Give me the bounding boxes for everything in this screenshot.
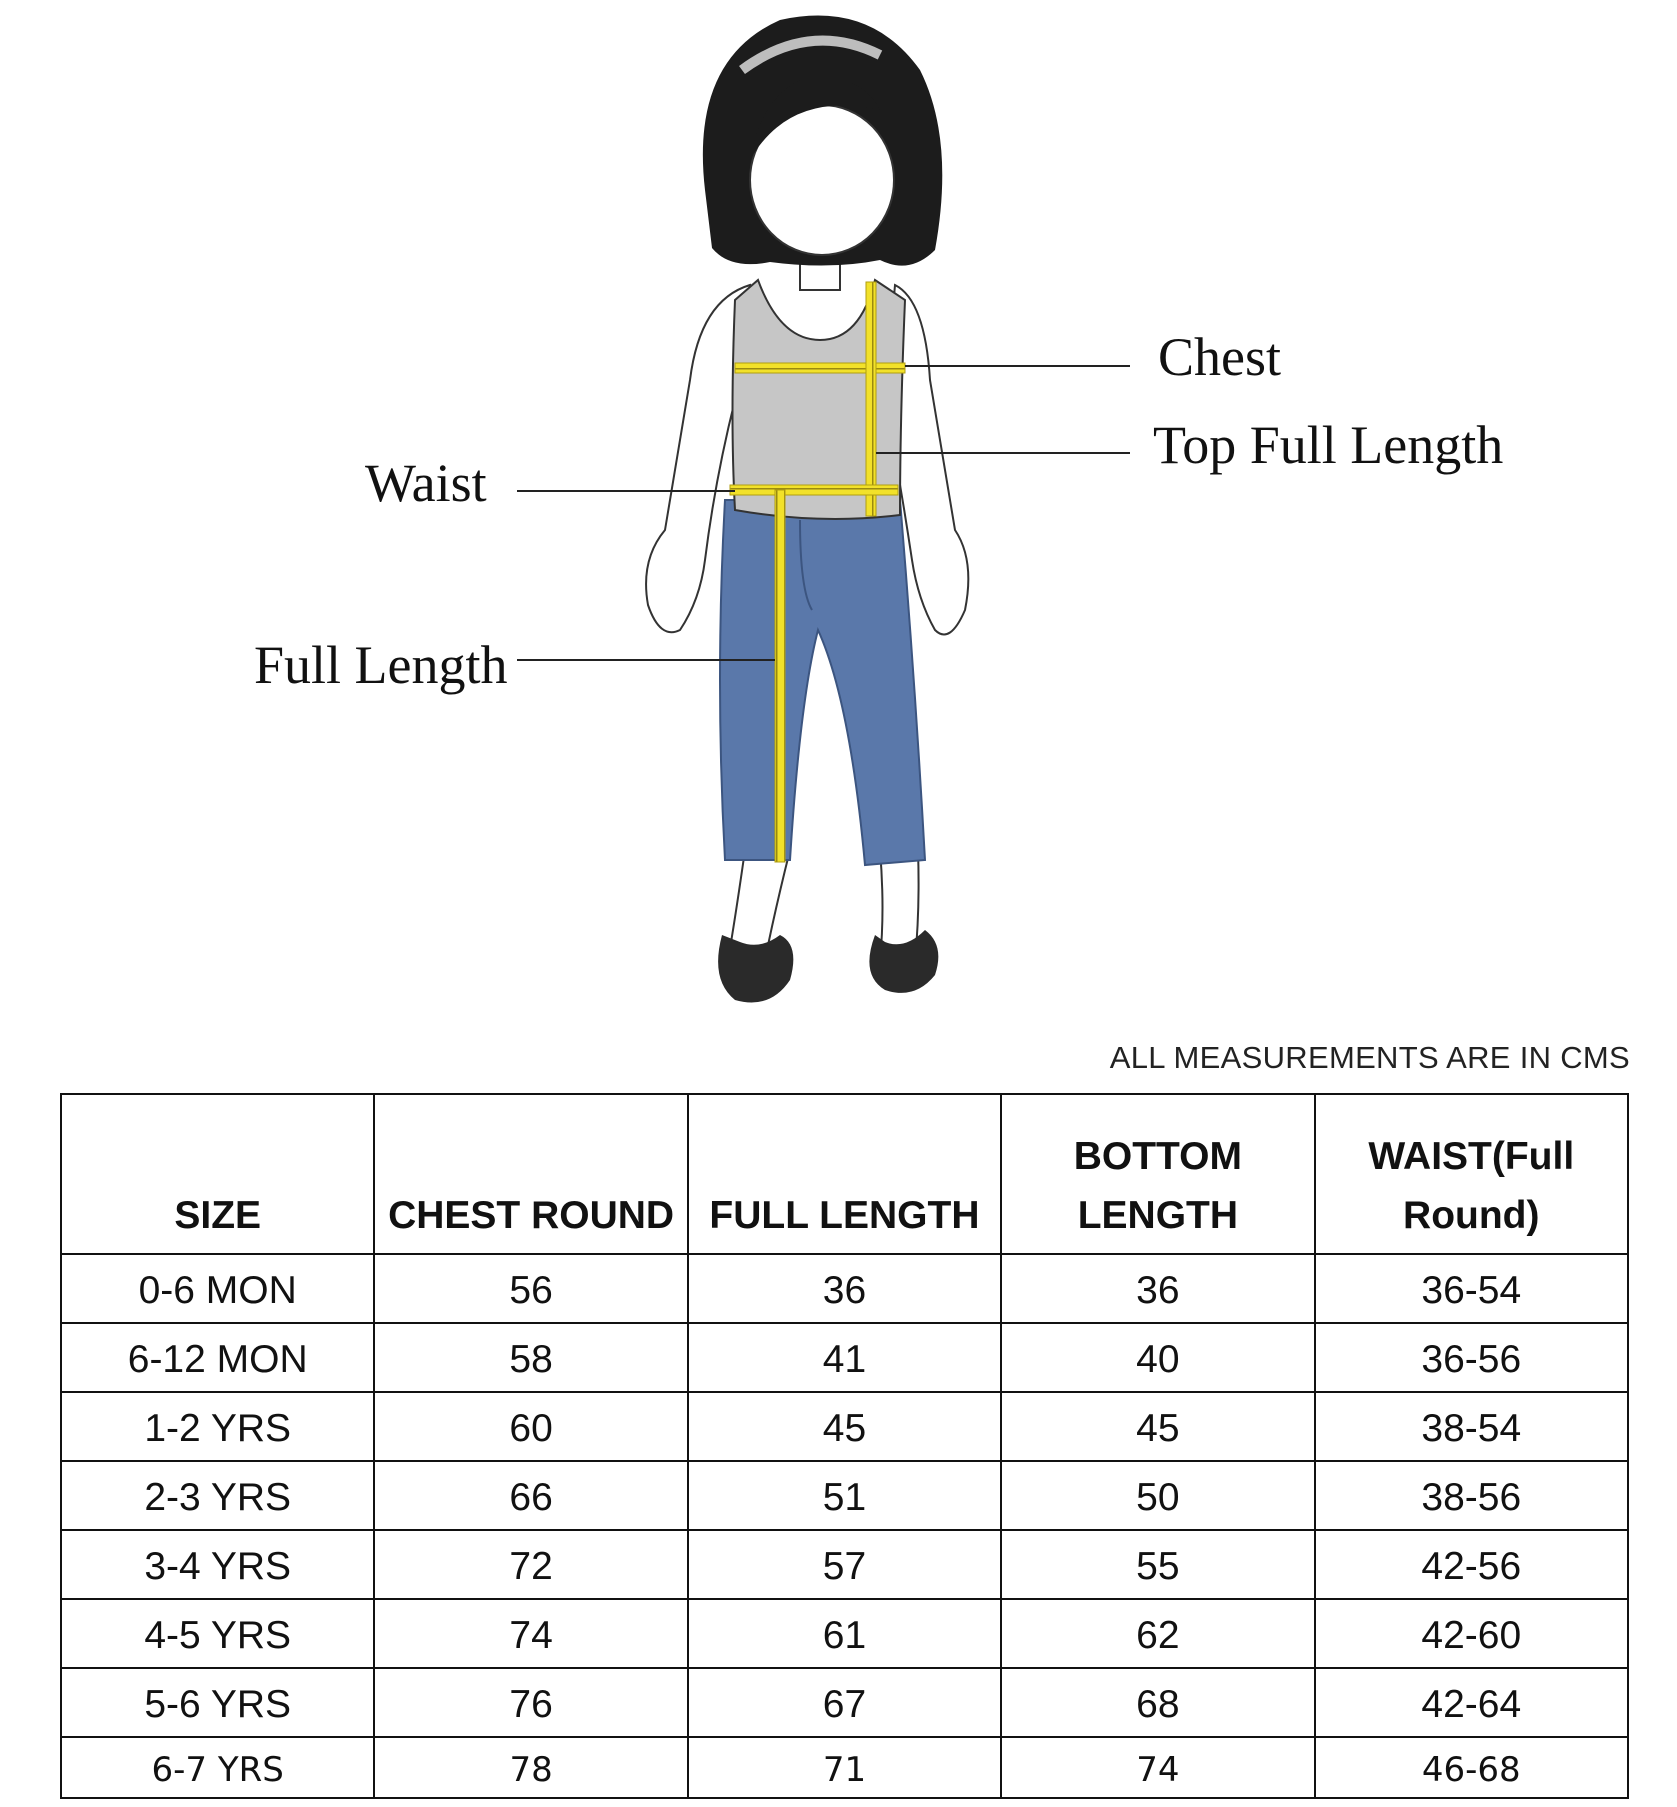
cell-waist: 38-56: [1315, 1461, 1628, 1530]
pants: [720, 500, 925, 865]
cell-waist: 36-56: [1315, 1323, 1628, 1392]
table-row: [61, 1668, 1628, 1737]
size-chart-table: [60, 1093, 1629, 1799]
cell-bottom-length: 40: [1001, 1323, 1314, 1392]
cell-chest: 56: [374, 1254, 687, 1323]
chest-callout: Chest: [1158, 327, 1282, 387]
cell-full-length: 71: [688, 1737, 1001, 1798]
cell-waist: 42-64: [1315, 1668, 1628, 1737]
cell-waist: 46-68: [1315, 1737, 1628, 1798]
cell-waist: 36-54: [1315, 1254, 1628, 1323]
table-row: [61, 1461, 1628, 1530]
cell-waist: 42-60: [1315, 1599, 1628, 1668]
cell-full-length: 36: [688, 1254, 1001, 1323]
cell-bottom-length: 74: [1001, 1737, 1314, 1798]
table-row: [61, 1392, 1628, 1461]
header-chest-round: CHEST ROUND: [374, 1094, 687, 1254]
waist-callout: Waist: [365, 453, 487, 513]
cell-bottom-length: 62: [1001, 1599, 1314, 1668]
full-length-leader-line: [517, 659, 775, 661]
table-row: [61, 1323, 1628, 1392]
cell-size: 5-6 YRS: [61, 1668, 374, 1737]
tank-top: [733, 280, 906, 519]
cell-full-length: 67: [688, 1668, 1001, 1737]
cell-chest: 78: [374, 1737, 687, 1798]
cell-size: 2-3 YRS: [61, 1461, 374, 1530]
table-row: [61, 1599, 1628, 1668]
cell-size: 6-7 YRS: [61, 1737, 374, 1798]
units-note: ALL MEASUREMENTS ARE IN CMS: [1109, 1040, 1630, 1075]
cell-bottom-length: 50: [1001, 1461, 1314, 1530]
table-row: [61, 1737, 1628, 1798]
header-full-length: FULL LENGTH: [688, 1094, 1001, 1254]
cell-bottom-length: 55: [1001, 1530, 1314, 1599]
cell-waist: 38-54: [1315, 1392, 1628, 1461]
header-size: SIZE: [61, 1094, 374, 1254]
table-header-row: [61, 1094, 1628, 1254]
cell-chest: 58: [374, 1323, 687, 1392]
cell-chest: 72: [374, 1530, 687, 1599]
cell-size: 4-5 YRS: [61, 1599, 374, 1668]
top-full-length-leader-line: [876, 452, 1130, 454]
cell-bottom-length: 45: [1001, 1392, 1314, 1461]
legs: [728, 850, 919, 960]
table-row: [61, 1254, 1628, 1323]
header-waist: WAIST(Full Round): [1315, 1094, 1628, 1254]
cell-chest: 66: [374, 1461, 687, 1530]
cell-size: 3-4 YRS: [61, 1530, 374, 1599]
top-full-length-callout: Top Full Length: [1153, 415, 1504, 475]
cell-size: 1-2 YRS: [61, 1392, 374, 1461]
cell-chest: 74: [374, 1599, 687, 1668]
cell-full-length: 57: [688, 1530, 1001, 1599]
cell-waist: 42-56: [1315, 1530, 1628, 1599]
waist-leader-line: [517, 490, 735, 492]
chest-leader-line: [905, 365, 1130, 367]
cell-size: 6-12 MON: [61, 1323, 374, 1392]
cell-full-length: 61: [688, 1599, 1001, 1668]
cell-full-length: 45: [688, 1392, 1001, 1461]
cell-bottom-length: 36: [1001, 1254, 1314, 1323]
cell-bottom-length: 68: [1001, 1668, 1314, 1737]
cell-full-length: 41: [688, 1323, 1001, 1392]
cell-chest: 60: [374, 1392, 687, 1461]
full-length-callout: Full Length: [254, 635, 508, 695]
cell-size: 0-6 MON: [61, 1254, 374, 1323]
header-bottom-length: BOTTOM LENGTH: [1001, 1094, 1314, 1254]
table-row: [61, 1530, 1628, 1599]
cell-full-length: 51: [688, 1461, 1001, 1530]
cell-chest: 76: [374, 1668, 687, 1737]
